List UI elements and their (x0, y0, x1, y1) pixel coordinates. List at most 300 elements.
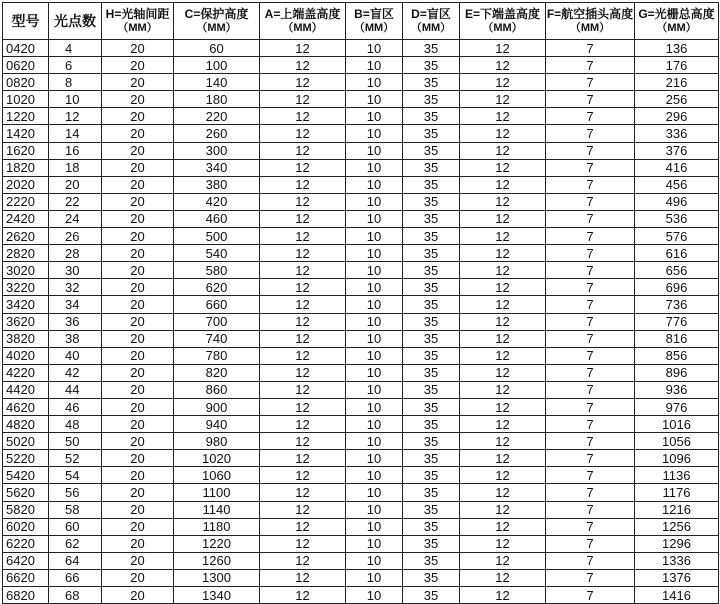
cell-c-height: 1100 (174, 484, 260, 501)
cell-a-height: 12 (260, 313, 346, 330)
cell-d-blind: 35 (403, 347, 460, 364)
cell-e-height: 12 (460, 467, 546, 484)
cell-c-height: 660 (174, 296, 260, 313)
cell-a-height: 12 (260, 210, 346, 227)
table-row (3, 364, 719, 381)
cell-model: 1620 (3, 142, 49, 159)
cell-c-height: 100 (174, 57, 260, 74)
cell-d-blind: 35 (403, 330, 460, 347)
cell-d-blind: 35 (403, 176, 460, 193)
cell-b-blind: 10 (346, 552, 403, 569)
cell-a-height: 12 (260, 484, 346, 501)
cell-f-height: 7 (546, 535, 635, 552)
cell-a-height: 12 (260, 587, 346, 604)
cell-a-height: 12 (260, 569, 346, 586)
table-row (3, 484, 719, 501)
cell-b-blind: 10 (346, 228, 403, 245)
cell-b-blind: 10 (346, 347, 403, 364)
cell-b-blind: 10 (346, 74, 403, 91)
cell-h-spacing: 20 (102, 125, 174, 142)
header-label: H=光轴间距 (105, 7, 170, 21)
cell-h-spacing: 20 (102, 416, 174, 433)
cell-c-height: 860 (174, 381, 260, 398)
header-cell-h (102, 3, 174, 40)
cell-model: 4820 (3, 416, 49, 433)
cell-f-height: 7 (546, 176, 635, 193)
cell-model: 6020 (3, 518, 49, 535)
cell-b-blind: 10 (346, 142, 403, 159)
cell-e-height: 12 (460, 210, 546, 227)
cell-c-height: 900 (174, 398, 260, 415)
cell-b-blind: 10 (346, 501, 403, 518)
cell-f-height: 7 (546, 210, 635, 227)
table-row (3, 108, 719, 125)
cell-c-height: 540 (174, 245, 260, 262)
cell-g-total: 1256 (635, 518, 719, 535)
table-row (3, 74, 719, 91)
cell-b-blind: 10 (346, 416, 403, 433)
cell-model: 2220 (3, 193, 49, 210)
cell-model: 0620 (3, 57, 49, 74)
cell-e-height: 12 (460, 57, 546, 74)
header-cell-c (174, 3, 260, 40)
header-label: F=航空插头高度 (546, 7, 634, 21)
cell-b-blind: 10 (346, 176, 403, 193)
cell-f-height: 7 (546, 518, 635, 535)
cell-c-height: 220 (174, 108, 260, 125)
table-row (3, 40, 719, 57)
cell-g-total: 1376 (635, 569, 719, 586)
cell-c-height: 180 (174, 91, 260, 108)
header-label: 光点数 (54, 13, 96, 29)
cell-d-blind: 35 (403, 245, 460, 262)
cell-a-height: 12 (260, 142, 346, 159)
cell-a-height: 12 (260, 535, 346, 552)
cell-e-height: 12 (460, 347, 546, 364)
cell-g-total: 616 (635, 245, 719, 262)
cell-g-total: 296 (635, 108, 719, 125)
cell-e-height: 12 (460, 484, 546, 501)
table-row (3, 296, 719, 313)
cell-f-height: 7 (546, 347, 635, 364)
table-row (3, 347, 719, 364)
cell-h-spacing: 20 (102, 501, 174, 518)
cell-e-height: 12 (460, 450, 546, 467)
cell-d-blind: 35 (403, 193, 460, 210)
cell-g-total: 376 (635, 142, 719, 159)
cell-d-blind: 35 (403, 450, 460, 467)
cell-c-height: 260 (174, 125, 260, 142)
header-unit: （MM） (117, 22, 158, 34)
cell-e-height: 12 (460, 125, 546, 142)
cell-d-blind: 35 (403, 501, 460, 518)
cell-g-total: 1416 (635, 587, 719, 604)
cell-points: 58 (49, 501, 102, 518)
cell-a-height: 12 (260, 91, 346, 108)
cell-h-spacing: 20 (102, 91, 174, 108)
cell-points: 54 (49, 467, 102, 484)
table-row (3, 91, 719, 108)
table-row (3, 518, 719, 535)
cell-points: 16 (49, 142, 102, 159)
table-row (3, 467, 719, 484)
cell-model: 0420 (3, 40, 49, 57)
cell-c-height: 1140 (174, 501, 260, 518)
cell-g-total: 1176 (635, 484, 719, 501)
cell-d-blind: 35 (403, 142, 460, 159)
cell-f-height: 7 (546, 245, 635, 262)
cell-c-height: 820 (174, 364, 260, 381)
cell-points: 6 (49, 57, 102, 74)
table-row (3, 552, 719, 569)
cell-model: 2420 (3, 210, 49, 227)
cell-c-height: 1020 (174, 450, 260, 467)
cell-c-height: 1260 (174, 552, 260, 569)
cell-h-spacing: 20 (102, 364, 174, 381)
cell-f-height: 7 (546, 398, 635, 415)
cell-e-height: 12 (460, 245, 546, 262)
cell-b-blind: 10 (346, 159, 403, 176)
cell-e-height: 12 (460, 74, 546, 91)
cell-c-height: 140 (174, 74, 260, 91)
cell-b-blind: 10 (346, 587, 403, 604)
cell-a-height: 12 (260, 245, 346, 262)
cell-model: 3420 (3, 296, 49, 313)
cell-d-blind: 35 (403, 552, 460, 569)
cell-f-height: 7 (546, 108, 635, 125)
cell-a-height: 12 (260, 159, 346, 176)
cell-h-spacing: 20 (102, 210, 174, 227)
cell-e-height: 12 (460, 398, 546, 415)
cell-b-blind: 10 (346, 364, 403, 381)
cell-points: 40 (49, 347, 102, 364)
cell-c-height: 780 (174, 347, 260, 364)
cell-b-blind: 10 (346, 125, 403, 142)
cell-e-height: 12 (460, 262, 546, 279)
header-label: G=光栅总高度 (638, 7, 715, 21)
cell-d-blind: 35 (403, 416, 460, 433)
cell-f-height: 7 (546, 381, 635, 398)
cell-b-blind: 10 (346, 262, 403, 279)
header-unit: （MM） (410, 22, 452, 34)
cell-e-height: 12 (460, 40, 546, 57)
cell-e-height: 12 (460, 91, 546, 108)
cell-e-height: 12 (460, 433, 546, 450)
table-row (3, 416, 719, 433)
cell-a-height: 12 (260, 552, 346, 569)
cell-e-height: 12 (460, 279, 546, 296)
cell-points: 18 (49, 159, 102, 176)
header-cell-e (460, 3, 546, 40)
cell-points: 60 (49, 518, 102, 535)
cell-a-height: 12 (260, 433, 346, 450)
cell-f-height: 7 (546, 569, 635, 586)
cell-a-height: 12 (260, 74, 346, 91)
table-row (3, 313, 719, 330)
header-cell-points (49, 3, 102, 40)
cell-h-spacing: 20 (102, 398, 174, 415)
cell-points: 32 (49, 279, 102, 296)
cell-f-height: 7 (546, 159, 635, 176)
cell-model: 2020 (3, 176, 49, 193)
table-row (3, 330, 719, 347)
cell-c-height: 940 (174, 416, 260, 433)
cell-f-height: 7 (546, 313, 635, 330)
cell-e-height: 12 (460, 313, 546, 330)
cell-g-total: 776 (635, 313, 719, 330)
table-row (3, 193, 719, 210)
cell-points: 26 (49, 228, 102, 245)
cell-b-blind: 10 (346, 467, 403, 484)
cell-c-height: 60 (174, 40, 260, 57)
cell-f-height: 7 (546, 587, 635, 604)
cell-b-blind: 10 (346, 279, 403, 296)
cell-model: 6220 (3, 535, 49, 552)
cell-a-height: 12 (260, 296, 346, 313)
cell-b-blind: 10 (346, 57, 403, 74)
cell-a-height: 12 (260, 193, 346, 210)
cell-g-total: 1096 (635, 450, 719, 467)
cell-g-total: 976 (635, 398, 719, 415)
cell-model: 3220 (3, 279, 49, 296)
cell-f-height: 7 (546, 296, 635, 313)
cell-b-blind: 10 (346, 484, 403, 501)
table-row (3, 569, 719, 586)
table-row (3, 587, 719, 604)
cell-points: 62 (49, 535, 102, 552)
cell-g-total: 1016 (635, 416, 719, 433)
cell-model: 3020 (3, 262, 49, 279)
header-cell-a (260, 3, 346, 40)
cell-c-height: 1060 (174, 467, 260, 484)
cell-b-blind: 10 (346, 433, 403, 450)
cell-model: 6420 (3, 552, 49, 569)
cell-model: 5020 (3, 433, 49, 450)
cell-e-height: 12 (460, 159, 546, 176)
table-row (3, 501, 719, 518)
cell-b-blind: 10 (346, 569, 403, 586)
cell-d-blind: 35 (403, 159, 460, 176)
cell-a-height: 12 (260, 176, 346, 193)
cell-a-height: 12 (260, 279, 346, 296)
cell-g-total: 736 (635, 296, 719, 313)
cell-g-total: 336 (635, 125, 719, 142)
cell-h-spacing: 20 (102, 467, 174, 484)
table-row (3, 57, 719, 74)
header-label: D=盲区 (411, 7, 451, 21)
cell-model: 5220 (3, 450, 49, 467)
cell-d-blind: 35 (403, 535, 460, 552)
cell-points: 12 (49, 108, 102, 125)
cell-h-spacing: 20 (102, 518, 174, 535)
cell-a-height: 12 (260, 381, 346, 398)
cell-f-height: 7 (546, 228, 635, 245)
cell-a-height: 12 (260, 518, 346, 535)
table-body (3, 40, 719, 604)
cell-a-height: 12 (260, 347, 346, 364)
cell-h-spacing: 20 (102, 450, 174, 467)
table-row (3, 176, 719, 193)
cell-d-blind: 35 (403, 569, 460, 586)
cell-b-blind: 10 (346, 381, 403, 398)
cell-g-total: 896 (635, 364, 719, 381)
cell-model: 6820 (3, 587, 49, 604)
cell-points: 56 (49, 484, 102, 501)
cell-model: 6620 (3, 569, 49, 586)
cell-points: 48 (49, 416, 102, 433)
cell-points: 50 (49, 433, 102, 450)
cell-g-total: 656 (635, 262, 719, 279)
cell-model: 3820 (3, 330, 49, 347)
cell-h-spacing: 20 (102, 587, 174, 604)
cell-model: 4220 (3, 364, 49, 381)
cell-d-blind: 35 (403, 296, 460, 313)
cell-h-spacing: 20 (102, 108, 174, 125)
table-row (3, 535, 719, 552)
cell-h-spacing: 20 (102, 279, 174, 296)
cell-g-total: 576 (635, 228, 719, 245)
cell-e-height: 12 (460, 330, 546, 347)
cell-g-total: 456 (635, 176, 719, 193)
cell-g-total: 136 (635, 40, 719, 57)
cell-model: 5420 (3, 467, 49, 484)
cell-f-height: 7 (546, 501, 635, 518)
cell-points: 4 (49, 40, 102, 57)
cell-g-total: 1296 (635, 535, 719, 552)
header-cell-b (346, 3, 403, 40)
cell-c-height: 1340 (174, 587, 260, 604)
cell-model: 4020 (3, 347, 49, 364)
cell-d-blind: 35 (403, 313, 460, 330)
cell-c-height: 1220 (174, 535, 260, 552)
cell-points: 36 (49, 313, 102, 330)
cell-model: 5820 (3, 501, 49, 518)
cell-f-height: 7 (546, 193, 635, 210)
light-curtain-spec-table (2, 2, 719, 604)
header-cell-f (546, 3, 635, 40)
cell-model: 4620 (3, 398, 49, 415)
header-label: A=上端盖高度 (264, 7, 341, 21)
cell-f-height: 7 (546, 416, 635, 433)
cell-points: 68 (49, 587, 102, 604)
cell-g-total: 936 (635, 381, 719, 398)
cell-e-height: 12 (460, 228, 546, 245)
cell-g-total: 256 (635, 91, 719, 108)
cell-b-blind: 10 (346, 313, 403, 330)
table-row (3, 450, 719, 467)
cell-points: 22 (49, 193, 102, 210)
cell-d-blind: 35 (403, 228, 460, 245)
cell-a-height: 12 (260, 228, 346, 245)
cell-d-blind: 35 (403, 57, 460, 74)
cell-points: 10 (49, 91, 102, 108)
cell-d-blind: 35 (403, 484, 460, 501)
cell-e-height: 12 (460, 364, 546, 381)
table-row (3, 210, 719, 227)
cell-h-spacing: 20 (102, 74, 174, 91)
cell-b-blind: 10 (346, 245, 403, 262)
cell-f-height: 7 (546, 552, 635, 569)
cell-d-blind: 35 (403, 40, 460, 57)
cell-a-height: 12 (260, 125, 346, 142)
cell-h-spacing: 20 (102, 159, 174, 176)
cell-points: 46 (49, 398, 102, 415)
cell-c-height: 700 (174, 313, 260, 330)
cell-a-height: 12 (260, 501, 346, 518)
cell-h-spacing: 20 (102, 296, 174, 313)
cell-points: 24 (49, 210, 102, 227)
cell-a-height: 12 (260, 108, 346, 125)
cell-a-height: 12 (260, 40, 346, 57)
cell-points: 38 (49, 330, 102, 347)
cell-model: 1820 (3, 159, 49, 176)
cell-model: 4420 (3, 381, 49, 398)
cell-e-height: 12 (460, 552, 546, 569)
cell-points: 42 (49, 364, 102, 381)
cell-e-height: 12 (460, 176, 546, 193)
header-cell-g (635, 3, 719, 40)
cell-points: 52 (49, 450, 102, 467)
cell-f-height: 7 (546, 364, 635, 381)
header-label: 型号 (11, 13, 40, 29)
cell-e-height: 12 (460, 518, 546, 535)
cell-b-blind: 10 (346, 40, 403, 57)
cell-e-height: 12 (460, 108, 546, 125)
header-unit: （MM） (569, 22, 611, 34)
table-row (3, 142, 719, 159)
cell-f-height: 7 (546, 467, 635, 484)
cell-g-total: 416 (635, 159, 719, 176)
cell-g-total: 1056 (635, 433, 719, 450)
cell-c-height: 420 (174, 193, 260, 210)
header-unit: （MM） (196, 22, 237, 34)
table-row (3, 279, 719, 296)
header-label: E=下端盖高度 (464, 7, 540, 21)
cell-model: 0820 (3, 74, 49, 91)
cell-h-spacing: 20 (102, 313, 174, 330)
header-label: C=保护高度 (184, 7, 249, 21)
header-unit: （MM） (282, 22, 323, 34)
cell-b-blind: 10 (346, 330, 403, 347)
cell-points: 34 (49, 296, 102, 313)
cell-a-height: 12 (260, 364, 346, 381)
cell-g-total: 216 (635, 74, 719, 91)
cell-h-spacing: 20 (102, 245, 174, 262)
cell-f-height: 7 (546, 91, 635, 108)
table-row (3, 398, 719, 415)
cell-f-height: 7 (546, 142, 635, 159)
cell-c-height: 740 (174, 330, 260, 347)
cell-model: 2820 (3, 245, 49, 262)
cell-b-blind: 10 (346, 210, 403, 227)
cell-h-spacing: 20 (102, 552, 174, 569)
table-row (3, 433, 719, 450)
table-row (3, 125, 719, 142)
cell-g-total: 536 (635, 210, 719, 227)
cell-e-height: 12 (460, 381, 546, 398)
cell-h-spacing: 20 (102, 535, 174, 552)
cell-g-total: 176 (635, 57, 719, 74)
cell-g-total: 1216 (635, 501, 719, 518)
cell-points: 30 (49, 262, 102, 279)
cell-h-spacing: 20 (102, 569, 174, 586)
table-row (3, 262, 719, 279)
cell-b-blind: 10 (346, 398, 403, 415)
cell-e-height: 12 (460, 416, 546, 433)
cell-c-height: 580 (174, 262, 260, 279)
cell-f-height: 7 (546, 57, 635, 74)
cell-d-blind: 35 (403, 74, 460, 91)
